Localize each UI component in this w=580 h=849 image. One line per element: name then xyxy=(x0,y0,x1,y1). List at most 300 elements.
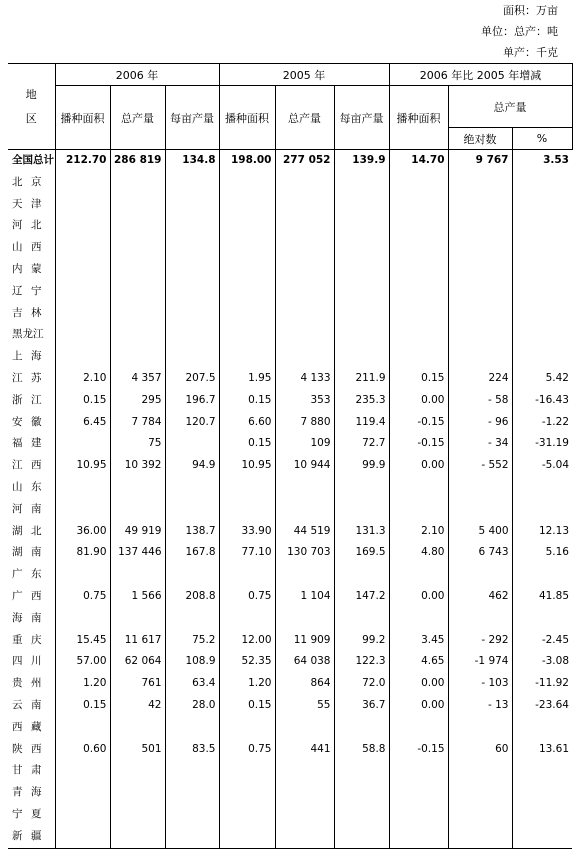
region-header: 地 区 xyxy=(8,64,55,150)
total-output-2005-cell: 864 xyxy=(275,673,334,695)
table-row xyxy=(8,630,572,652)
percent-change-cell: 5.42 xyxy=(512,368,572,390)
percent-change-cell: -3.08 xyxy=(512,651,572,673)
percent-change-cell: -11.92 xyxy=(512,673,572,695)
percent-change-cell: 12.13 xyxy=(512,521,572,543)
table-row xyxy=(8,651,572,673)
sown-area-change-cell: 4.65 xyxy=(389,651,448,673)
table-row xyxy=(8,194,572,216)
sown-area-2005-cell xyxy=(219,237,275,259)
yield-2006-cell xyxy=(165,303,219,325)
table-row xyxy=(8,346,572,368)
yield-2005-cell xyxy=(334,303,389,325)
yield-2005-cell: 235.3 xyxy=(334,390,389,412)
percent-change-cell xyxy=(512,717,572,739)
absolute-change-cell xyxy=(448,259,512,281)
total-output-2005-cell xyxy=(275,608,334,630)
total-output-2005-cell xyxy=(275,477,334,499)
sown-area-change-cell xyxy=(389,499,448,521)
sown-area-2005-header: 播种面积 xyxy=(219,86,275,150)
percent-change-cell: -1.22 xyxy=(512,412,572,434)
sown-area-2006-cell: 0.15 xyxy=(55,695,110,717)
total-output-2006-header: 总产量 xyxy=(110,86,165,150)
percent-change-cell: -2.45 xyxy=(512,630,572,652)
table-row xyxy=(8,586,572,608)
percent-change-cell: 13.61 xyxy=(512,739,572,761)
yield-2006-cell: 75.2 xyxy=(165,630,219,652)
table-row xyxy=(8,237,572,259)
total-output-2006-cell: 1 566 xyxy=(110,586,165,608)
sown-area-2005-cell: 0.15 xyxy=(219,695,275,717)
table-row xyxy=(8,433,572,455)
percent-change-cell xyxy=(512,477,572,499)
percent-change-cell xyxy=(512,194,572,216)
region-cell: 广 西 xyxy=(12,589,42,602)
sown-area-change-cell: 0.00 xyxy=(389,695,448,717)
sown-area-change-cell xyxy=(389,782,448,804)
region-cell: 山 东 xyxy=(12,480,42,493)
absolute-change-cell: - 552 xyxy=(448,455,512,477)
percent-change-cell: -16.43 xyxy=(512,390,572,412)
total-output-2005-cell: 353 xyxy=(275,390,334,412)
yield-2005-cell xyxy=(334,259,389,281)
sown-area-2005-cell: 1.95 xyxy=(219,368,275,390)
yield-2005-cell xyxy=(334,281,389,303)
absolute-change-cell xyxy=(448,346,512,368)
yield-2005-cell: 36.7 xyxy=(334,695,389,717)
yield-2006-cell xyxy=(165,172,219,194)
total-output-2006-cell xyxy=(110,760,165,782)
table-row xyxy=(8,324,572,346)
total-output-2006-cell: 286 819 xyxy=(110,150,165,172)
total-output-2005-cell: 130 703 xyxy=(275,542,334,564)
table-row xyxy=(8,673,572,695)
sown-area-change-cell: 0.00 xyxy=(389,586,448,608)
sown-area-change-cell xyxy=(389,281,448,303)
region-cell: 贵 州 xyxy=(12,677,42,690)
sown-area-2005-cell: 0.15 xyxy=(219,433,275,455)
percent-change-cell xyxy=(512,804,572,826)
total-output-2006-cell: 49 919 xyxy=(110,521,165,543)
sown-area-change-cell xyxy=(389,172,448,194)
percent-change-cell xyxy=(512,324,572,346)
sown-area-2006-cell: 0.15 xyxy=(55,390,110,412)
total-row xyxy=(8,150,572,172)
region-cell: 江 苏 xyxy=(12,371,42,384)
sown-area-2006-cell: 15.45 xyxy=(55,630,110,652)
percent-change-cell: -31.19 xyxy=(512,433,572,455)
unit-notes xyxy=(481,0,558,63)
absolute-change-cell: -1 974 xyxy=(448,651,512,673)
absolute-change-cell xyxy=(448,782,512,804)
yield-unit-note: 单产：千克 xyxy=(503,46,558,59)
region-cell: 北 京 xyxy=(12,175,42,188)
total-output-2005-cell xyxy=(275,281,334,303)
percent-change-cell xyxy=(512,303,572,325)
yield-2006-cell xyxy=(165,760,219,782)
sown-area-2006-cell xyxy=(55,237,110,259)
sown-area-2005-cell: 0.15 xyxy=(219,390,275,412)
percent-change-cell xyxy=(512,237,572,259)
yield-2006-cell: 138.7 xyxy=(165,521,219,543)
total-output-2006-cell xyxy=(110,804,165,826)
sown-area-2006-cell xyxy=(55,717,110,739)
percent-change-cell xyxy=(512,608,572,630)
yield-2006-cell xyxy=(165,215,219,237)
yield-2006-cell xyxy=(165,324,219,346)
percent-change-cell xyxy=(512,259,572,281)
sown-area-2005-cell: 52.35 xyxy=(219,651,275,673)
yield-2006-cell xyxy=(165,826,219,848)
sown-area-change-cell xyxy=(389,804,448,826)
yield-2005-cell: 131.3 xyxy=(334,521,389,543)
yield-2006-cell: 167.8 xyxy=(165,542,219,564)
yield-2006-cell: 83.5 xyxy=(165,739,219,761)
sown-area-2005-cell xyxy=(219,608,275,630)
absolute-change-cell xyxy=(448,826,512,848)
sown-area-2006-cell xyxy=(55,215,110,237)
sown-area-2006-cell: 36.00 xyxy=(55,521,110,543)
statistics-table xyxy=(8,63,573,849)
yield-2005-cell xyxy=(334,717,389,739)
sown-area-change-cell: 0.00 xyxy=(389,390,448,412)
sown-area-2006-header: 播种面积 xyxy=(55,86,110,150)
total-output-2005-cell: 11 909 xyxy=(275,630,334,652)
percent-change-cell xyxy=(512,760,572,782)
yield-2006-cell: 63.4 xyxy=(165,673,219,695)
total-output-2006-cell xyxy=(110,826,165,848)
yield-2005-cell xyxy=(334,499,389,521)
sown-area-change-cell: 0.00 xyxy=(389,455,448,477)
table-row xyxy=(8,215,572,237)
total-output-2005-cell xyxy=(275,499,334,521)
percent-change-cell xyxy=(512,826,572,848)
area-unit-note: 面积：万亩 xyxy=(503,4,558,17)
sown-area-2005-cell xyxy=(219,477,275,499)
total-output-2006-cell: 42 xyxy=(110,695,165,717)
region-cell: 陕 西 xyxy=(12,742,42,755)
sown-area-change-cell: 2.10 xyxy=(389,521,448,543)
total-output-2005-cell xyxy=(275,259,334,281)
sown-area-2005-cell: 10.95 xyxy=(219,455,275,477)
region-cell: 全国总计 xyxy=(12,154,54,166)
sown-area-change-cell: -0.15 xyxy=(389,739,448,761)
region-cell: 云 南 xyxy=(12,698,42,711)
region-cell: 甘 肃 xyxy=(12,764,42,777)
absolute-change-cell: 6 743 xyxy=(448,542,512,564)
table-row xyxy=(8,542,572,564)
total-output-2006-cell xyxy=(110,194,165,216)
sown-area-2006-cell xyxy=(55,564,110,586)
total-output-2006-cell xyxy=(110,237,165,259)
total-output-2005-cell: 64 038 xyxy=(275,651,334,673)
sown-area-2005-cell: 6.60 xyxy=(219,412,275,434)
yield-2005-cell xyxy=(334,346,389,368)
absolute-change-cell xyxy=(448,477,512,499)
absolute-change-cell: - 34 xyxy=(448,433,512,455)
absolute-change-cell: 224 xyxy=(448,368,512,390)
absolute-change-cell: - 103 xyxy=(448,673,512,695)
sown-area-2006-cell: 10.95 xyxy=(55,455,110,477)
yield-2005-cell xyxy=(334,194,389,216)
total-output-2006-cell xyxy=(110,172,165,194)
change-header: 2006 年比 2005 年增减 xyxy=(389,64,572,86)
sown-area-2005-cell xyxy=(219,259,275,281)
table-row xyxy=(8,455,572,477)
region-cell: 西 藏 xyxy=(12,720,42,733)
total-output-2006-cell xyxy=(110,499,165,521)
yield-2005-cell: 72.0 xyxy=(334,673,389,695)
sown-area-2005-cell xyxy=(219,826,275,848)
sown-area-2005-cell xyxy=(219,346,275,368)
total-output-2006-cell xyxy=(110,215,165,237)
total-output-2005-cell xyxy=(275,564,334,586)
yield-2005-cell xyxy=(334,608,389,630)
absolute-change-cell xyxy=(448,760,512,782)
total-output-2005-cell: 441 xyxy=(275,739,334,761)
sown-area-2006-cell xyxy=(55,259,110,281)
absolute-change-cell: - 292 xyxy=(448,630,512,652)
region-cell: 青 海 xyxy=(12,786,42,799)
absolute-change-cell xyxy=(448,172,512,194)
region-cell: 海 南 xyxy=(12,611,42,624)
absolute-change-cell: 5 400 xyxy=(448,521,512,543)
sown-area-2006-cell xyxy=(55,433,110,455)
sown-area-change-cell: 4.80 xyxy=(389,542,448,564)
yield-2006-cell: 134.8 xyxy=(165,150,219,172)
yield-2006-cell: 208.8 xyxy=(165,586,219,608)
percent-change-cell xyxy=(512,172,572,194)
table-row xyxy=(8,499,572,521)
sown-area-change-cell xyxy=(389,194,448,216)
table-row xyxy=(8,368,572,390)
yield-2006-cell: 94.9 xyxy=(165,455,219,477)
yield-2006-cell xyxy=(165,499,219,521)
absolute-change-cell: - 96 xyxy=(448,412,512,434)
total-output-2006-cell xyxy=(110,303,165,325)
percent-change-cell xyxy=(512,281,572,303)
absolute-change-cell xyxy=(448,564,512,586)
yield-2005-cell xyxy=(334,215,389,237)
total-output-2005-cell xyxy=(275,172,334,194)
yield-2006-cell xyxy=(165,804,219,826)
table-body xyxy=(8,150,572,849)
total-output-2005-cell xyxy=(275,804,334,826)
sown-area-2005-cell xyxy=(219,324,275,346)
total-output-2005-cell xyxy=(275,782,334,804)
percent-change-cell: 5.16 xyxy=(512,542,572,564)
sown-area-change-cell: -0.15 xyxy=(389,412,448,434)
table-row xyxy=(8,608,572,630)
absolute-change-cell xyxy=(448,237,512,259)
yield-2005-cell xyxy=(334,782,389,804)
region-cell: 河 南 xyxy=(12,502,42,515)
sown-area-change-header: 播种面积 xyxy=(389,86,448,150)
total-output-2006-cell: 761 xyxy=(110,673,165,695)
table-row xyxy=(8,281,572,303)
absolute-change-cell xyxy=(448,804,512,826)
sown-area-2005-cell xyxy=(219,303,275,325)
sown-area-2005-cell: 0.75 xyxy=(219,586,275,608)
sown-area-2005-cell xyxy=(219,215,275,237)
yield-2006-cell: 196.7 xyxy=(165,390,219,412)
yield-2005-cell: 72.7 xyxy=(334,433,389,455)
total-output-2005-cell xyxy=(275,826,334,848)
total-output-2006-cell: 501 xyxy=(110,739,165,761)
sown-area-2006-cell xyxy=(55,760,110,782)
sown-area-change-cell xyxy=(389,237,448,259)
percent-change-cell xyxy=(512,782,572,804)
total-output-2005-cell: 277 052 xyxy=(275,150,334,172)
table-row xyxy=(8,412,572,434)
yield-2005-cell: 122.3 xyxy=(334,651,389,673)
absolute-change-cell: - 13 xyxy=(448,695,512,717)
total-output-2005-cell xyxy=(275,303,334,325)
region-cell: 上 海 xyxy=(12,350,42,363)
yield-2005-cell: 169.5 xyxy=(334,542,389,564)
total-output-2006-cell xyxy=(110,782,165,804)
sown-area-2005-cell xyxy=(219,804,275,826)
sown-area-change-cell xyxy=(389,608,448,630)
table-row xyxy=(8,804,572,826)
yield-2005-cell: 211.9 xyxy=(334,368,389,390)
sown-area-2006-cell xyxy=(55,303,110,325)
total-output-2006-cell xyxy=(110,477,165,499)
total-output-2005-cell xyxy=(275,215,334,237)
yield-2006-cell xyxy=(165,194,219,216)
sown-area-change-cell xyxy=(389,717,448,739)
total-output-2006-cell xyxy=(110,324,165,346)
sown-area-2005-cell xyxy=(219,760,275,782)
total-output-2005-cell: 4 133 xyxy=(275,368,334,390)
absolute-change-header: 绝对数 xyxy=(448,128,512,150)
region-cell: 河 北 xyxy=(12,219,42,232)
percent-change-header: % xyxy=(512,128,572,150)
sown-area-2006-cell: 57.00 xyxy=(55,651,110,673)
yield-2006-cell: 207.5 xyxy=(165,368,219,390)
sown-area-2006-cell xyxy=(55,826,110,848)
region-cell: 湖 南 xyxy=(12,546,42,559)
sown-area-change-cell xyxy=(389,826,448,848)
sown-area-change-cell xyxy=(389,259,448,281)
sown-area-2005-cell xyxy=(219,172,275,194)
absolute-change-cell: 9 767 xyxy=(448,150,512,172)
yield-2006-cell xyxy=(165,782,219,804)
table-row xyxy=(8,303,572,325)
absolute-change-cell xyxy=(448,303,512,325)
yield-2006-cell xyxy=(165,259,219,281)
sown-area-2005-cell xyxy=(219,717,275,739)
total-output-2006-cell: 11 617 xyxy=(110,630,165,652)
region-cell: 湖 北 xyxy=(12,524,42,537)
sown-area-2006-cell xyxy=(55,499,110,521)
sown-area-2006-cell xyxy=(55,281,110,303)
sown-area-2006-cell: 1.20 xyxy=(55,673,110,695)
sown-area-change-cell xyxy=(389,303,448,325)
total-output-2005-cell xyxy=(275,237,334,259)
table-row xyxy=(8,782,572,804)
sown-area-2006-cell: 6.45 xyxy=(55,412,110,434)
table-row xyxy=(8,521,572,543)
total-output-2006-cell xyxy=(110,259,165,281)
absolute-change-cell: 462 xyxy=(448,586,512,608)
absolute-change-cell xyxy=(448,499,512,521)
absolute-change-cell xyxy=(448,194,512,216)
total-output-2005-cell: 10 944 xyxy=(275,455,334,477)
region-cell: 内 蒙 xyxy=(12,262,42,275)
sown-area-2005-cell xyxy=(219,782,275,804)
percent-change-cell: 3.53 xyxy=(512,150,572,172)
sown-area-2005-cell xyxy=(219,194,275,216)
table-row xyxy=(8,259,572,281)
percent-change-cell xyxy=(512,564,572,586)
yield-2005-cell: 147.2 xyxy=(334,586,389,608)
total-output-2005-cell: 109 xyxy=(275,433,334,455)
sown-area-change-cell: -0.15 xyxy=(389,433,448,455)
sown-area-change-cell: 14.70 xyxy=(389,150,448,172)
absolute-change-cell xyxy=(448,717,512,739)
year-2005-header: 2005 年 xyxy=(219,64,389,86)
yield-2005-cell: 119.4 xyxy=(334,412,389,434)
percent-change-cell xyxy=(512,215,572,237)
total-output-change-header: 总产量 xyxy=(448,86,572,128)
sown-area-2006-cell xyxy=(55,324,110,346)
yield-2006-cell xyxy=(165,346,219,368)
region-cell: 新 疆 xyxy=(8,826,55,848)
total-output-2006-cell xyxy=(110,346,165,368)
total-output-2005-header: 总产量 xyxy=(275,86,334,150)
sown-area-change-cell xyxy=(389,760,448,782)
total-output-2006-cell xyxy=(110,717,165,739)
region-cell: 广 东 xyxy=(12,568,42,581)
yield-2005-header: 每亩产量 xyxy=(334,86,389,150)
region-cell: 辽 宁 xyxy=(12,284,42,297)
table-row xyxy=(8,390,572,412)
yield-2005-cell xyxy=(334,564,389,586)
output-unit-note: 单位：总产：吨 xyxy=(481,25,558,38)
sown-area-change-cell: 3.45 xyxy=(389,630,448,652)
sown-area-2005-cell: 198.00 xyxy=(219,150,275,172)
percent-change-cell xyxy=(512,346,572,368)
yield-2005-cell: 99.2 xyxy=(334,630,389,652)
total-output-2005-cell: 55 xyxy=(275,695,334,717)
total-output-2006-cell: 137 446 xyxy=(110,542,165,564)
table-row xyxy=(8,695,572,717)
sown-area-2006-cell: 81.90 xyxy=(55,542,110,564)
sown-area-change-cell xyxy=(389,477,448,499)
percent-change-cell: -5.04 xyxy=(512,455,572,477)
region-cell: 四 川 xyxy=(12,655,42,668)
yield-2005-cell xyxy=(334,826,389,848)
region-cell: 福 建 xyxy=(12,437,42,450)
yield-2006-cell: 108.9 xyxy=(165,651,219,673)
yield-2006-cell xyxy=(165,477,219,499)
region-cell: 吉 林 xyxy=(12,306,42,319)
region-cell: 山 西 xyxy=(12,241,42,254)
percent-change-cell: -23.64 xyxy=(512,695,572,717)
yield-2005-cell xyxy=(334,172,389,194)
total-output-2005-cell xyxy=(275,194,334,216)
sown-area-2005-cell: 12.00 xyxy=(219,630,275,652)
table-row xyxy=(8,739,572,761)
yield-2005-cell xyxy=(334,760,389,782)
yield-2006-cell xyxy=(165,608,219,630)
sown-area-2006-cell: 0.60 xyxy=(55,739,110,761)
sown-area-2005-cell xyxy=(219,564,275,586)
total-output-2006-cell xyxy=(110,564,165,586)
yield-2006-cell xyxy=(165,433,219,455)
absolute-change-cell: 60 xyxy=(448,739,512,761)
